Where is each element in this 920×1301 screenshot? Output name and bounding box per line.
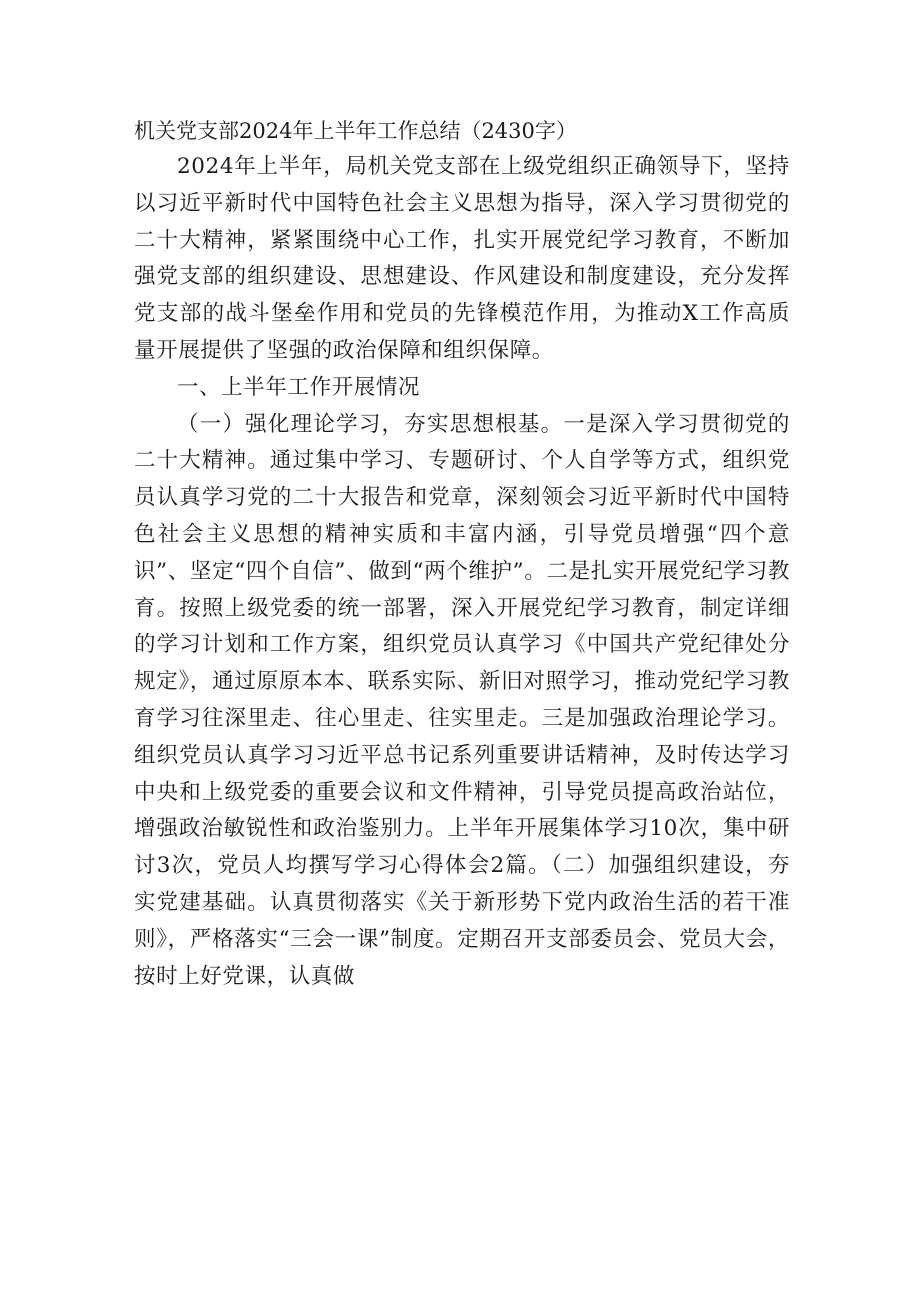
document-title: 机关党支部2024年上半年工作总结（2430字） xyxy=(134,119,577,143)
section-body-paragraph: （一）强化理论学习，夯实思想根基。一是深入学习贯彻党的二十大精神。通过集中学习、专题研讨、个人自学等方式，组织党员认真学习党的二十大报告和党章，深刻领会习近平新时代中国特色社会主义思想的精神实质和丰富内涵，引导党员增强“四个意识”、坚定“四个自信”、做到“两个维护”。二是扎实开展党纪学习教育。按照上级党委的统一部署，深入开展党纪学习教育，制定详细的学习计划和工作方案，组织党员认真学习《中国共产党纪律处分规定》，通过原原本本、联系实际、新旧对照学习，推动党纪学习教育学习往深里走、往心里走、往实里走。三是加强政治理论学习。组织党员认真学习习近平总书记系列重要讲话精神，及时传达学习中央和上级党委的重要会议和文件精神，引导党员提高政治站位，增强政治敏锐性和政治鉴别力。上半年开展集体学习10次，集中研讨3次，党员人均撰写学习心得体会2篇。（二）加强组织建设，夯实党建基础。认真贯彻落实《关于新形势下党内政治生活的若干准则》，严格落实“三会一课”制度。定期召开支部委员会、党员大会，按时上好党课，认真做 xyxy=(134,411,790,989)
section-heading: 一、上半年工作开展情况 xyxy=(177,374,421,400)
intro-paragraph: 2024年上半年，局机关党支部在上级党组织正确领导下，坚持以习近平新时代中国特色社会主义思想为指导，深入学习贯彻党的二十大精神，紧紧围绕中心工作，扎实开展党纪学习教育，不断加强党支部的组织建设、思想建设、作风建设和制度建设，充分发挥党支部的战斗堡垒作用和党员的先锋模范作用，为推动X工作高质量开展提供了坚强的政治保障和组织保障。 xyxy=(134,154,790,363)
document-page xyxy=(134,113,790,995)
